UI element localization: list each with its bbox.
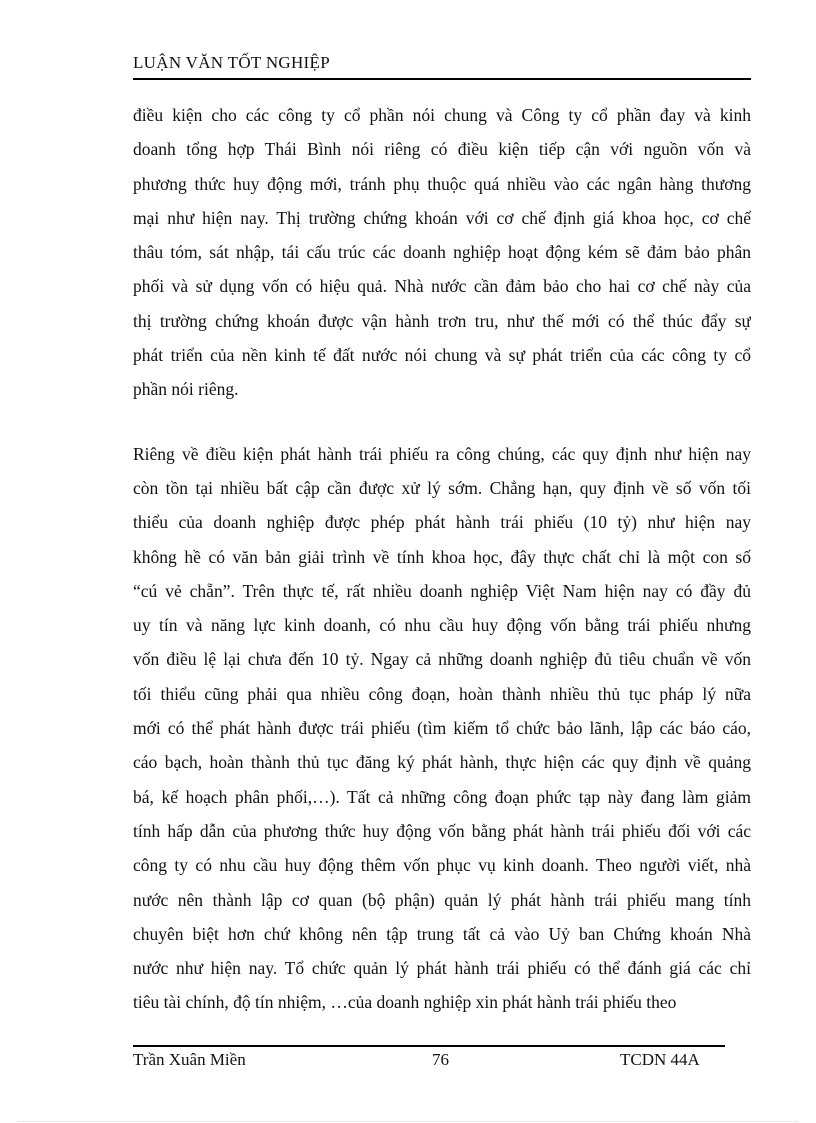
paragraph-1 (133, 98, 751, 407)
text-line: Riêng về điều kiện phát hành trái phiếu ra công chúng, các quy định như hiện nay (133, 443, 751, 464)
text-line: uy tín và năng lực kinh doanh, có nhu cầu huy động vốn bằng trái phiếu nhưng (133, 615, 751, 636)
header-title: LUẬN VĂN TỐT NGHIỆP (133, 53, 330, 72)
text-line: công ty có nhu cầu huy động thêm vốn phục vụ kinh doanh. Theo người viết, nhà (133, 855, 751, 876)
footer-class-code: TCDN 44A (620, 1050, 700, 1069)
text-line: thị trường chứng khoán được vận hành trơn tru, như thế mới có thể thúc đẩy sự (133, 310, 751, 331)
text-line: không hề có văn bản giải trình về tính khoa học, đây thực chất chỉ là một con số (133, 546, 751, 567)
text-line: mới có thể phát hành được trái phiếu (tìm kiếm tổ chức bảo lãnh, lập các báo cáo, (133, 718, 751, 739)
text-line: chuyên biệt hơn chứ không nên tập trung tất cả vào Uỷ ban Chứng khoán Nhà (133, 923, 751, 944)
text-line: doanh tổng hợp Thái Bình nói riêng có điều kiện tiếp cận với nguồn vốn và (133, 139, 751, 160)
body-text (133, 98, 751, 1020)
text-line: vốn điều lệ lại chưa đến 10 tỷ. Ngay cả những doanh nghiệp đủ tiêu chuẩn về vốn (133, 649, 751, 670)
paragraph-spacer (133, 407, 751, 437)
text-line: tối thiểu cũng phải qua nhiều công đoạn, hoàn thành nhiều thủ tục pháp lý nữa (133, 683, 751, 704)
text-line: bá, kế hoạch phân phối,…). Tất cả những công đoạn phức tạp này đang làm giảm (133, 786, 751, 807)
text-line: thiểu của doanh nghiệp được phép phát hành trái phiếu (10 tỷ) như hiện nay (133, 512, 751, 533)
text-line: “cú vẻ chẵn”. Trên thực tế, rất nhiều doanh nghiệp Việt Nam hiện nay có đầy đủ (133, 580, 751, 601)
text-line: điều kiện cho các công ty cổ phần nói chung và Công ty cổ phần đay và kinh (133, 105, 751, 125)
text-line: tính hấp dẫn của phương thức huy động vốn bằng phát hành trái phiếu đối với các (133, 820, 751, 841)
page-bottom-edge (18, 1121, 798, 1122)
text-line: tiêu tài chính, độ tín nhiệm, …của doanh nghiệp xin phát hành trái phiếu theo (133, 992, 677, 1013)
text-line: mại như hiện nay. Thị trường chứng khoán với cơ chế định giá khoa học, cơ chế (133, 207, 751, 228)
text-line: còn tồn tại nhiều bất cập cần được xử lý sớm. Chẳng hạn, quy định về số vốn tối (133, 477, 751, 498)
page-number: 76 (432, 1050, 449, 1069)
text-line: phần nói riêng. (133, 379, 239, 400)
footer-author: Trần Xuân Miền (133, 1050, 246, 1069)
paragraph-2 (133, 437, 751, 1020)
text-line: nước nên thành lập cơ quan (bộ phận) quản lý phát hành trái phiếu mang tính (133, 889, 751, 910)
page-header (133, 52, 751, 80)
footer-divider (133, 1045, 725, 1047)
text-line: cáo bạch, hoàn thành thủ tục đăng ký phát hành, thực hiện các quy định về quảng (133, 752, 751, 773)
text-line: phát triển của nền kinh tế đất nước nói chung và sự phát triển của các công ty cổ (133, 345, 751, 366)
text-line: thâu tóm, sát nhập, tái cấu trúc các doanh nghiệp hoạt động kém sẽ đảm bảo phân (133, 242, 751, 263)
text-line: nước như hiện nay. Tổ chức quản lý phát hành trái phiếu có thể đánh giá các chỉ (133, 958, 751, 979)
text-line: phối và sử dụng vốn có hiệu quả. Nhà nước cần đảm bảo cho hai cơ chế này của (133, 276, 751, 297)
text-line: phương thức huy động mới, tránh phụ thuộc quá nhiều vào các ngân hàng thương (133, 173, 751, 194)
